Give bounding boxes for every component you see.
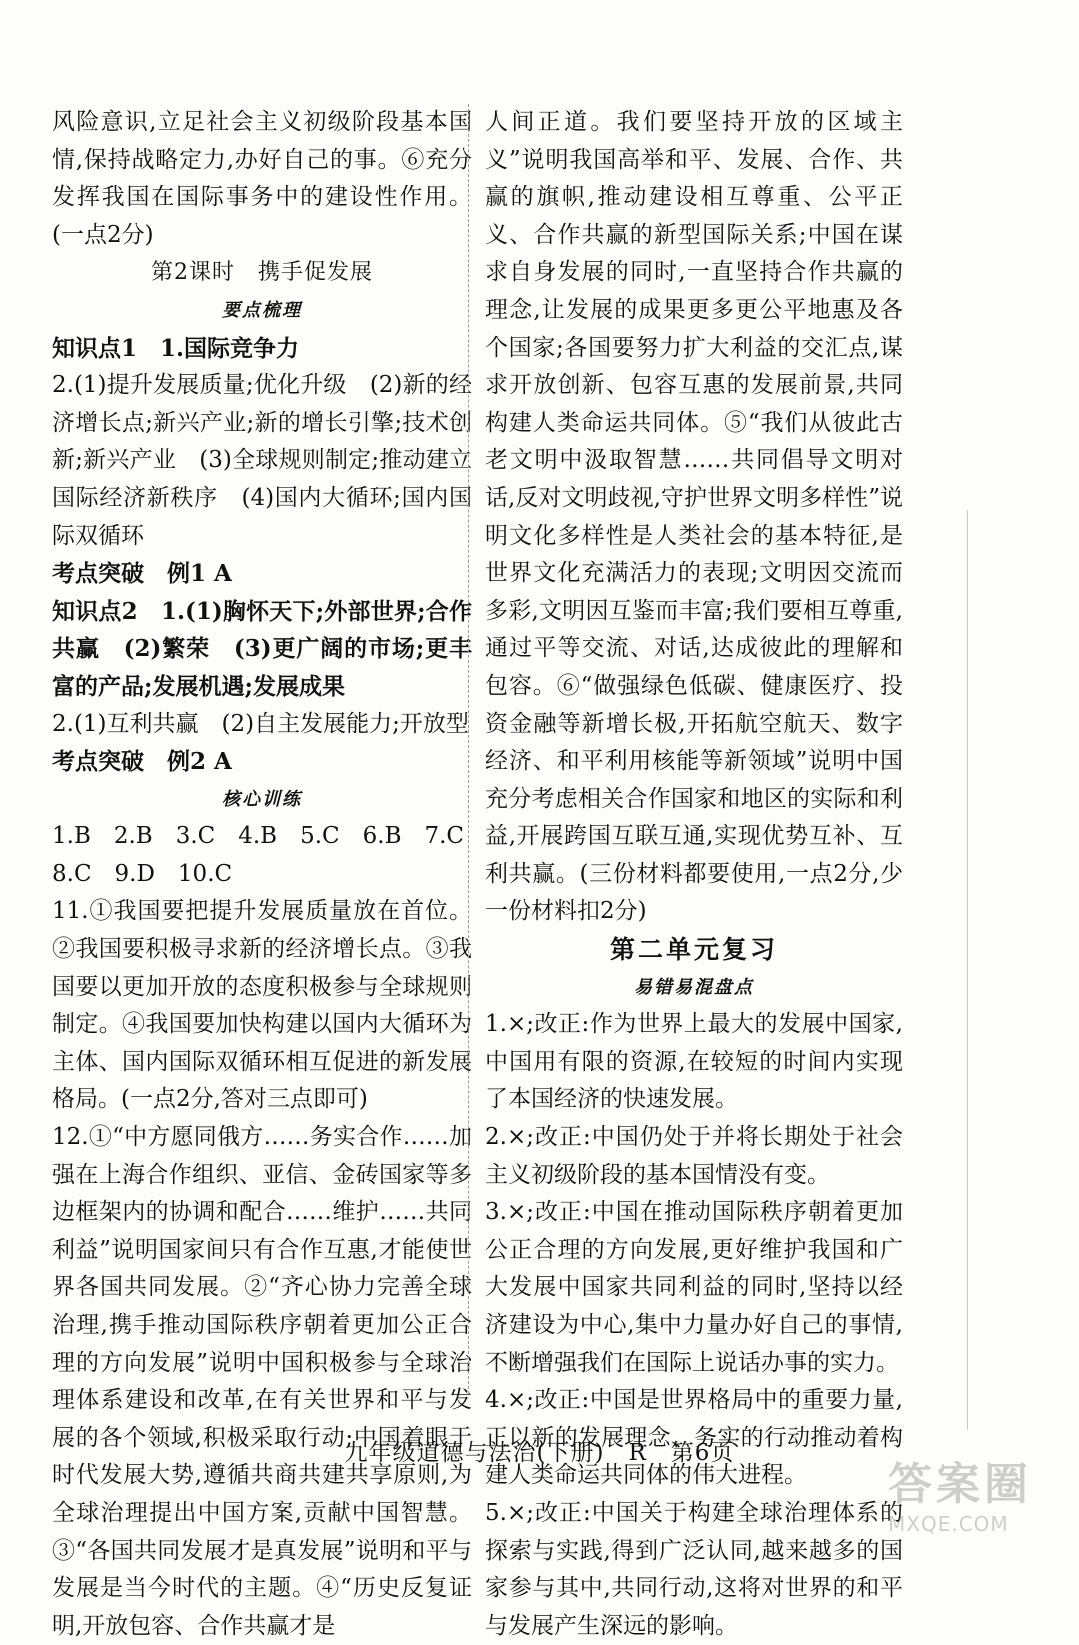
right-paragraph: 3.×;改正:中国在推动国际秩序朝着更加公正合理的方向发展,更好维护我国和广大发展中国家共同利益的同时,坚持以经济建设为中心,集中力量办好自己的事情,不断增强我们在国际上说话办事的实力。	[485, 1199, 903, 1376]
left-paragraph: 2.(1)提升发展质量;优化升级 (2)新的经济增长点;新兴产业;新的增长引擎;技术创新;新兴产业 (3)全球规则制定;推动建立国际经济新秩序 (4)国内大循环;国内国际双循环	[52, 372, 472, 549]
left-paragraph: 风险意识,立足社会主义初级阶段基本国情,保持战略定力,办好自己的事。⑥充分发挥我国在国际事务中的建设性作用。(一点2分)	[52, 109, 472, 248]
left-paragraph: 2.(1)互利共赢 (2)自主发展能力;开放型	[52, 710, 469, 737]
right-paragraph: 1.×;改正:作为世界上最大的发展中国家,中国用有限的资源,在较短的时间内实现了本国经济的快速发展。	[485, 1011, 903, 1113]
right-paragraph: 5.×;改正:中国关于构建全球治理体系的探索与实践,得到广泛认同,越来越多的国家参与其中,共同行动,这将对世界的和平与发展产生深远的影响。	[485, 1499, 903, 1639]
page-footer: 九年级道德与法治(下册) R 第6页	[344, 1440, 735, 1466]
left-paragraph: 1.B 2.B 3.C 4.B 5.C 6.B 7.C	[52, 823, 465, 850]
watermark-logo: 答案圈 MXQE.COM	[888, 1459, 1032, 1536]
section-heading: 核心训练	[222, 788, 302, 810]
left-knowledge-point: 考点突破 例2 A	[52, 748, 232, 776]
scan-edge-line	[967, 510, 968, 1430]
right-paragraph: 人间正道。我们要坚持开放的区域主义”说明我国高举和平、发展、合作、共赢的旗帜,推动建设相互尊重、公平正义、合作共赢的新型国际关系;中国在谋求自身发展的同时,一直坚持合作共赢的理念,让发展的成果更多更公平地惠及各个国家;各国要努力扩大利益的交汇点,谋求开放创新、包容互惠的发展前景,共同构建人类命运共同体。⑤“我们从彼此古老文明中汲取智慧……共同倡导文明对话,反对文明歧视,守护世界文明多样性”说明文化多样性是人类社会的基本特征,是世界文化充满活力的表现;文明因交流而多彩,文明因互鉴而丰富;我们要相互尊重,通过平等交流、对话,达成彼此的理解和包容。⑥“做强绿色低碳、健康医疗、投资金融等新增长极,开拓航空航天、数字经济、和平利用核能等新领域”说明中国充分考虑相关合作国家和地区的实际和利益,开展跨国互联互通,实现优势互补、互利共赢。(三份材料都要使用,一点2分,少一份材料扣2分)	[485, 109, 903, 925]
section-heading: 要点梳理	[222, 299, 302, 321]
left-paragraph: 12.①“中方愿同俄方……务实合作……加强在上海合作组织、亚信、金砖国家等多边框架内的协调和配合……维护……共同利益”说明国家间只有合作互惠,才能使世界各国共同发展。②“齐心协力完善全球治理,携手推动国际秩序朝着更加公正合理的方向发展”说明中国积极参与全球治理体系建设和改革,在有关世界和平与发展的各个领域,积极采取行动;中国着眼于时代发展大势,遵循共商共建共享原则,为全球治理提出中国方案,贡献中国智慧。③“各国共同发展才是真发展”说明和平与发展是当今时代的主题。④“历史反复证明,开放包容、合作共赢才是	[52, 1124, 472, 1639]
column-divider	[468, 104, 469, 1394]
left-paragraph: 8.C 9.D 10.C	[52, 860, 233, 887]
left-knowledge-point: 知识点2 1.(1)胸怀天下;外部世界;合作共赢 (2)繁荣 (3)更广阔的市场;更丰富的产品;发展机遇;发展成果	[52, 597, 472, 700]
left-column	[52, 104, 472, 1645]
right-paragraph: 4.×;改正:中国是世界格局中的重要力量,正以新的发展理念、务实的行动推动着构建人类命运共同体的伟大进程。	[485, 1387, 903, 1489]
left-paragraph: 11.①我国要把提升发展质量放在首位。②我国要积极寻求新的经济增长点。③我国要以更加开放的态度积极参与全球规则制定。④我国要加快构建以国内大循环为主体、国内国际双循环相互促进的新发展格局。(一点2分,答对三点即可)	[52, 898, 472, 1113]
unit-title: 第二单元复习	[609, 935, 778, 965]
right-column	[485, 104, 903, 1645]
left-knowledge-point: 知识点1 1.国际竞争力	[52, 334, 300, 362]
right-paragraph: 2.×;改正:中国仍处于并将长期处于社会主义初级阶段的基本国情没有变。	[485, 1124, 903, 1188]
lesson-title: 第2课时 携手促发展	[151, 260, 373, 286]
left-knowledge-point: 考点突破 例1 A	[52, 560, 232, 588]
section-heading: 易错易混盘点	[634, 976, 754, 998]
